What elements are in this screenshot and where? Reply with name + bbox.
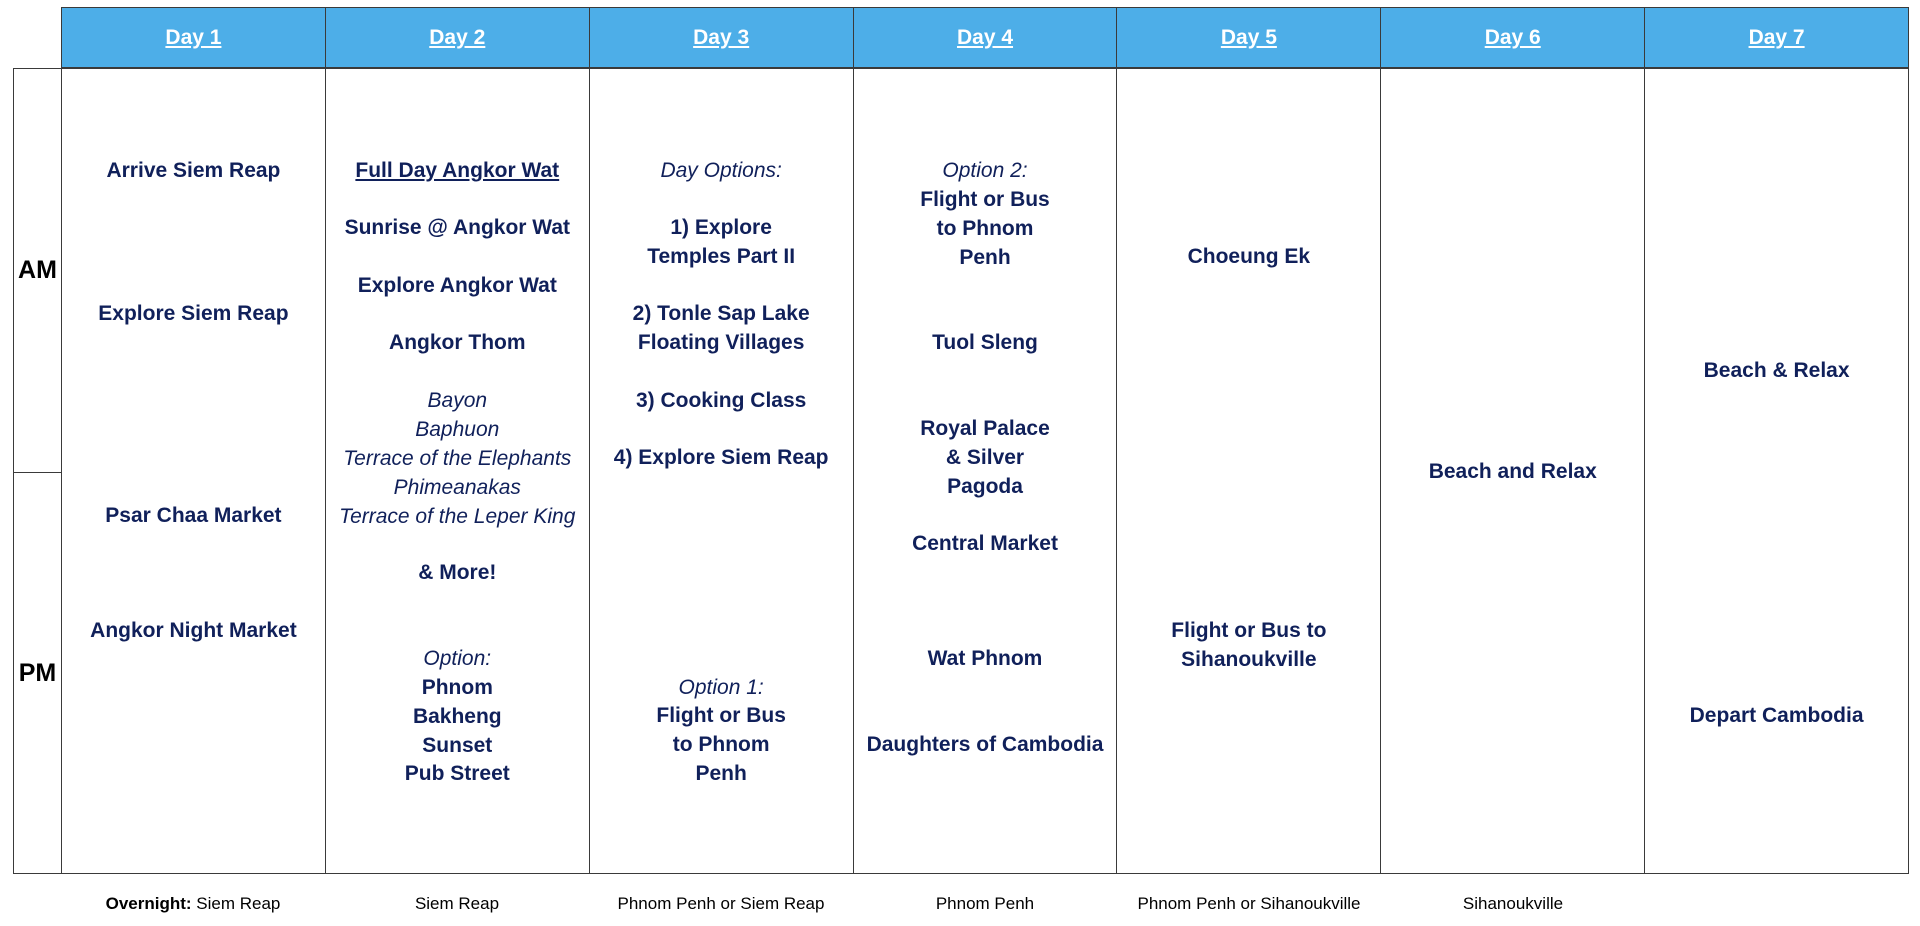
day-6-column — [1381, 69, 1645, 873]
day2-bakheng: Phnom Bakheng Sunset — [412, 676, 502, 757]
overnight-day-2: Siem Reap — [414, 894, 500, 913]
overnight-row — [61, 893, 1909, 923]
day-1-column — [62, 69, 326, 873]
overnight-day-3: Phnom Penh or Siem Reap — [617, 894, 825, 913]
day6-beach: Beach and Relax — [1428, 460, 1597, 483]
day2-site: Bayon — [427, 389, 488, 412]
day-7-header: Day 7 — [1748, 25, 1805, 49]
overnight-value: Siem Reap — [196, 894, 281, 913]
day-5-header: Day 5 — [1117, 8, 1381, 67]
day2-full-day: Full Day Angkor Wat — [355, 159, 560, 182]
day1-arrive: Arrive Siem Reap — [106, 159, 281, 182]
day-1-header: Day 1 — [62, 8, 326, 67]
overnight-day-1 — [61, 893, 325, 923]
day3-option-2: 2) Tonle Sap Lake Floating Villages — [632, 302, 810, 354]
day3-option-3: 3) Cooking Class — [635, 389, 807, 412]
day-4-column — [854, 69, 1118, 873]
day-6-header: Day 6 — [1381, 8, 1645, 67]
day4-wat-phnom: Wat Phnom — [927, 647, 1043, 670]
day4-tuol-sleng: Tuol Sleng — [932, 331, 1038, 354]
day-7-column — [1645, 69, 1908, 873]
day2-explore: Explore Angkor Wat — [357, 274, 557, 297]
day3-option-4: 4) Explore Siem Reap — [613, 446, 829, 469]
day5-choeung-ek: Choeung Ek — [1187, 245, 1311, 268]
day2-option-label: Option: — [423, 647, 492, 670]
overnight-day-7 — [1645, 893, 1909, 923]
day1-night-market: Angkor Night Market — [90, 619, 297, 642]
pm-label: PM — [18, 659, 57, 687]
overnight-label: Overnight: — [105, 894, 192, 913]
overnight-day-4: Phnom Penh — [935, 894, 1035, 913]
day-header-row — [61, 7, 1909, 68]
day7-beach: Beach & Relax — [1703, 359, 1850, 382]
day3-options-label: Day Options: — [660, 159, 782, 182]
day2-site: Phimeanakas — [393, 476, 521, 499]
day4-daughters: Daughters of Cambodia — [866, 733, 1104, 756]
day3-option-1: 1) Explore Temples Part II — [647, 216, 796, 268]
overnight-day-5: Phnom Penh or Sihanoukville — [1137, 894, 1361, 913]
day4-option2-text: Flight or Bus to Phnom Penh — [920, 188, 1050, 269]
day2-sunrise: Sunrise @ Angkor Wat — [344, 216, 571, 239]
day2-site: Terrace of the Elephants — [343, 447, 572, 470]
day-2-column — [326, 69, 590, 873]
day2-site: Baphuon — [415, 418, 500, 441]
day4-option2-label: Option 2: — [942, 159, 1028, 182]
day2-site: Terrace of the Leper King — [339, 505, 576, 528]
day3-option1-text: Flight or Bus to Phnom Penh — [656, 704, 786, 785]
itinerary-grid — [61, 68, 1909, 874]
day-2-header: Day 2 — [326, 8, 590, 67]
period-sidebar — [13, 68, 61, 874]
day2-site-list — [326, 386, 589, 531]
day5-flight: Flight or Bus to Sihanoukville — [1171, 619, 1327, 671]
day-4-header: Day 4 — [854, 8, 1118, 67]
overnight-day-6: Sihanoukville — [1462, 894, 1564, 913]
day3-option1-label: Option 1: — [678, 676, 764, 699]
day4-royal-palace: Royal Palace & Silver Pagoda — [920, 417, 1050, 498]
day2-angkor-thom: Angkor Thom — [389, 331, 526, 354]
am-label: AM — [14, 69, 61, 473]
day-3-header: Day 3 — [590, 8, 854, 67]
day4-central-market: Central Market — [912, 532, 1058, 555]
day2-more: & More! — [418, 561, 497, 584]
day1-psar-chaa: Psar Chaa Market — [105, 504, 282, 527]
day-3-column — [590, 69, 854, 873]
day-5-column — [1117, 69, 1381, 873]
day7-depart: Depart Cambodia — [1689, 704, 1864, 727]
day2-pub-street: Pub Street — [404, 762, 510, 785]
day1-explore: Explore Siem Reap — [98, 302, 289, 325]
